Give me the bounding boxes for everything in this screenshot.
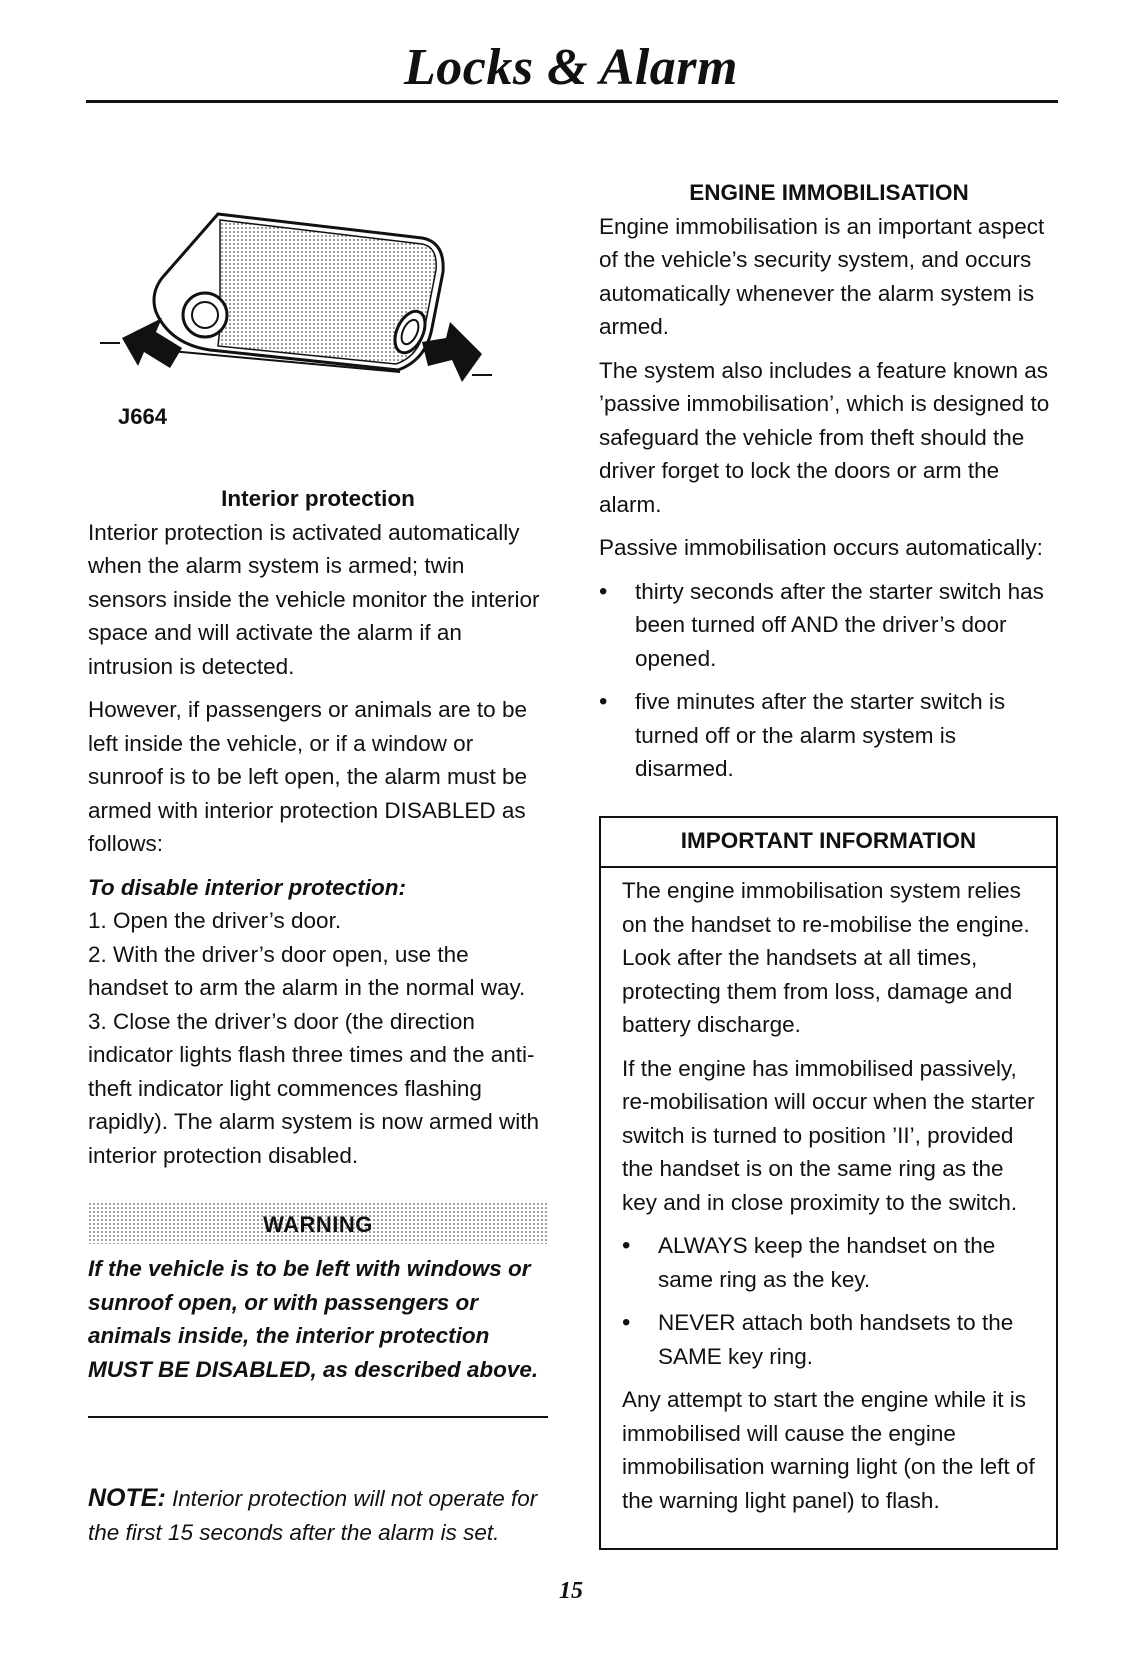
list-item: • five minutes after the starter switch is turned off or the alarm system is disarmed. (599, 685, 1059, 786)
note (88, 1482, 548, 1549)
note-text: Interior protection will not operate for the first 15 seconds after the alarm is set. (88, 1486, 538, 1545)
figure-label: J664 (118, 404, 167, 429)
info-box-heading: IMPORTANT INFORMATION (601, 818, 1056, 868)
passive-conditions-list (599, 575, 1059, 786)
handset-rules-list (622, 1229, 1036, 1373)
info-paragraph-2: If the engine has immobilised passively, re-mobilisation will occur when the starter switch is turned to position ’II’, provided the handset is on the same ring as the key and in close proximity to the switch. (622, 1055, 1035, 1215)
right-paragraph-2: The system also includes a feature known as ’passive immobilisation’, which is designed to safeguard the vehicle from theft should the driver forget to lock the doors or arm the alarm. (599, 357, 1050, 517)
warning-divider (88, 1416, 548, 1418)
step-1: 1. Open the driver’s door. (88, 908, 342, 933)
step-3: 3. Close the driver’s door (the direction indicator lights flash three times and the anti-theft indicator light commences flashing rapidly). The alarm system is now armed with interior protection disabled. (88, 1008, 539, 1168)
warning-text: If the vehicle is to be left with windows or sunroof open, or with passengers or animals inside, the interior protection MUST BE DISABLED, as described above. (88, 1256, 539, 1382)
left-paragraph-1: Interior protection is activated automatically when the alarm system is armed; twin sensors inside the vehicle monitor the interior space and will activate the alarm if an intrusion is detected. (88, 519, 540, 679)
right-paragraph-3: Passive immobilisation occurs automatically: (599, 535, 1043, 560)
page-number: 15 (559, 1578, 583, 1604)
warning-label: WARNING (263, 1212, 373, 1237)
title-divider (86, 100, 1058, 103)
info-box-body (601, 868, 1056, 1517)
important-information-box (599, 816, 1058, 1550)
warning-banner (88, 1202, 548, 1244)
list-item: • NEVER attach both handsets to the SAME key ring. (622, 1306, 1036, 1373)
left-paragraph-2: However, if passengers or animals are to be left inside the vehicle, or if a window or sunroof is to be left open, the alarm must be armed with interior protection DISABLED as follows: (88, 697, 527, 856)
step-2: 2. With the driver’s door open, use the handset to arm the alarm in the normal way. (88, 941, 526, 1000)
engine-immobilisation-heading: ENGINE IMMOBILISATION (689, 180, 969, 205)
page-title: Locks & Alarm (404, 39, 738, 96)
left-column (88, 482, 548, 1549)
info-paragraph-3: Any attempt to start the engine while it is immobilised will cause the engine immobilisation warning light (on the left of the warning light panel) to flash. (622, 1387, 1035, 1513)
disable-heading: To disable interior protection: (88, 874, 406, 900)
note-label: NOTE: (88, 1484, 166, 1512)
list-item: • thirty seconds after the starter switch has been turned off AND the driver’s door opened. (599, 575, 1059, 676)
info-paragraph-1: The engine immobilisation system relies on the handset to re-mobilise the engine. Look after the handsets at all times, protecting them from loss, damage and battery discharge. (622, 878, 1030, 1037)
list-item: • ALWAYS keep the handset on the same ring as the key. (622, 1229, 1036, 1296)
right-paragraph-1: Engine immobilisation is an important aspect of the vehicle’s security system, and occurs automatically whenever the alarm system is armed. (599, 213, 1045, 339)
right-column (599, 176, 1059, 796)
interior-protection-heading: Interior protection (221, 486, 415, 511)
